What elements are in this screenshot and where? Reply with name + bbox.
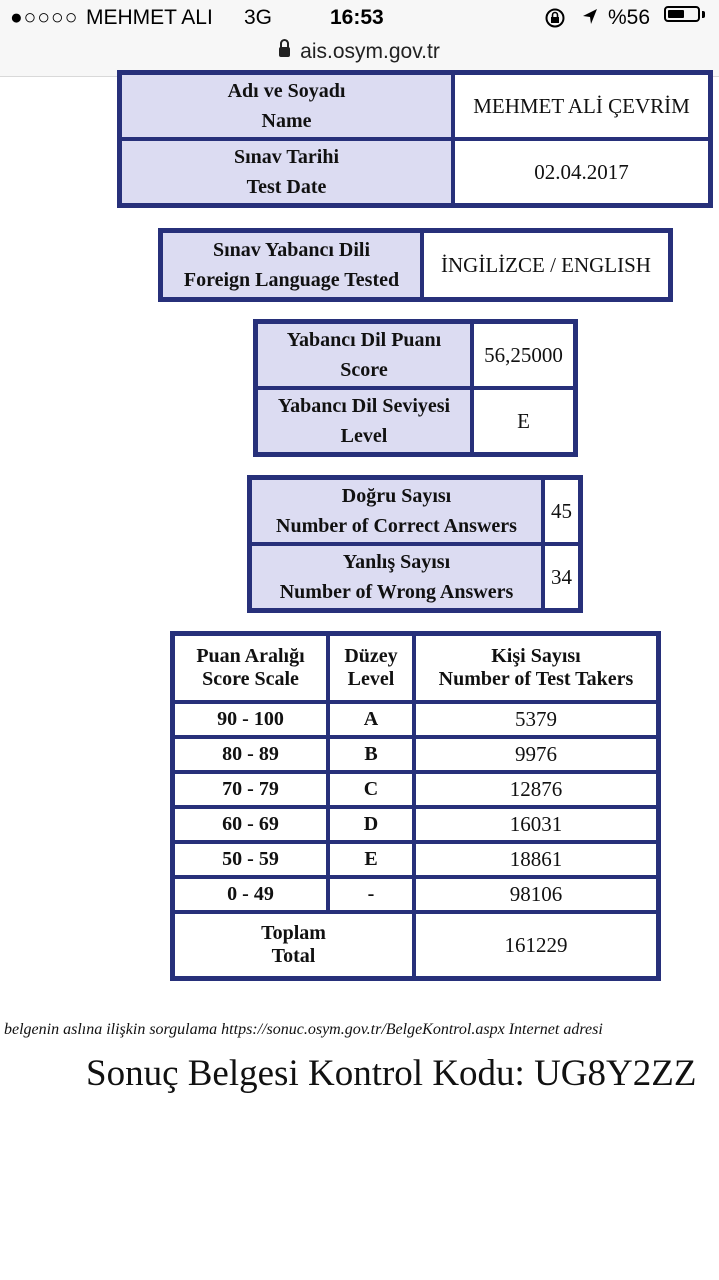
language-label-tr: Sınav Yabancı Dili [212,239,371,261]
level-cell: B [328,737,414,772]
score-distribution-table [170,631,661,981]
language-label-cell [161,231,422,299]
level-value: E [472,388,575,454]
range-cell: 70 - 79 [173,772,328,807]
header-score-scale-en: Score Scale [202,668,299,690]
header-score-scale-tr: Puan Aralığı [196,645,305,667]
battery-icon [664,6,700,22]
verification-note: belgenin aslına ilişkin sorgulama https://sonuc.osym.gov.tr/BelgeKontrol.aspx Internet adresi [4,1021,603,1038]
total-row [173,912,658,978]
table-row [173,737,658,772]
count-cell: 18861 [414,842,658,877]
name-label-cell [120,73,453,139]
header-test-takers-en: Number of Test Takers [438,668,634,690]
count-cell: 12876 [414,772,658,807]
header-test-takers-tr: Kişi Sayısı [491,645,581,667]
ios-status-bar [0,0,719,77]
header-level [328,634,414,702]
carrier-name: MEHMET ALI [86,6,213,29]
table-row [173,702,658,737]
level-label-en: Level [340,425,388,447]
table-row [173,772,658,807]
language-value: İNGİLİZCE / ENGLISH [422,231,670,299]
range-cell: 0 - 49 [173,877,328,912]
table-row [173,877,658,912]
language-table [158,228,673,302]
correct-value: 45 [543,478,580,544]
signal-strength-indicator: ●○○○○ [10,6,79,29]
level-cell: D [328,807,414,842]
range-cell: 60 - 69 [173,807,328,842]
date-label-en: Test Date [246,176,327,198]
total-label-en: Total [271,945,316,967]
count-cell: 9976 [414,737,658,772]
url-text: ais.osym.gov.tr [300,40,440,63]
table-row [173,842,658,877]
score-label-tr: Yabancı Dil Puanı [286,329,442,351]
address-bar[interactable] [0,40,719,64]
battery-percentage: %56 [608,6,651,29]
battery-tip [702,11,705,18]
score-label-en: Score [340,359,388,381]
control-code: Sonuç Belgesi Kontrol Kodu: UG8Y2ZZ [86,1053,697,1094]
correct-label-cell [250,478,543,544]
wrong-label-en: Number of Wrong Answers [279,581,514,603]
date-label-tr: Sınav Tarihi [233,146,340,168]
level-cell: A [328,702,414,737]
wrong-value: 34 [543,544,580,610]
header-level-tr: Düzey [344,645,398,667]
count-cell: 98106 [414,877,658,912]
identity-table [117,70,713,208]
score-value: 56,25000 [472,322,575,388]
correct-label-tr: Doğru Sayısı [341,485,452,507]
clock-time: 16:53 [330,6,384,29]
header-level-en: Level [347,668,395,690]
answers-table [247,475,583,613]
name-value: MEHMET ALİ ÇEVRİM [453,73,710,139]
range-cell: 80 - 89 [173,737,328,772]
count-cell: 5379 [414,702,658,737]
location-arrow-icon [580,6,600,34]
rotation-lock-icon [544,7,566,35]
date-value: 02.04.2017 [453,139,710,205]
wrong-label-tr: Yanlış Sayısı [342,551,451,573]
name-label-en: Name [261,110,312,132]
level-label-tr: Yabancı Dil Seviyesi [277,395,451,417]
count-cell: 16031 [414,807,658,842]
header-test-takers [414,634,658,702]
wrong-label-cell [250,544,543,610]
level-cell: C [328,772,414,807]
network-type: 3G [244,6,273,29]
table-header-row [173,634,658,702]
date-label-cell [120,139,453,205]
table-row [173,807,658,842]
range-cell: 90 - 100 [173,702,328,737]
lock-icon [279,47,290,57]
total-value: 161229 [414,912,658,978]
level-cell: - [328,877,414,912]
total-label-cell [173,912,414,978]
range-cell: 50 - 59 [173,842,328,877]
name-label-tr: Adı ve Soyadı [227,80,346,102]
level-cell: E [328,842,414,877]
battery-fill [668,10,684,18]
total-label-tr: Toplam [261,922,326,944]
header-score-scale [173,634,328,702]
level-label-cell [256,388,472,454]
score-label-cell [256,322,472,388]
score-table [253,319,578,457]
language-label-en: Foreign Language Tested [183,269,400,291]
correct-label-en: Number of Correct Answers [276,515,517,537]
